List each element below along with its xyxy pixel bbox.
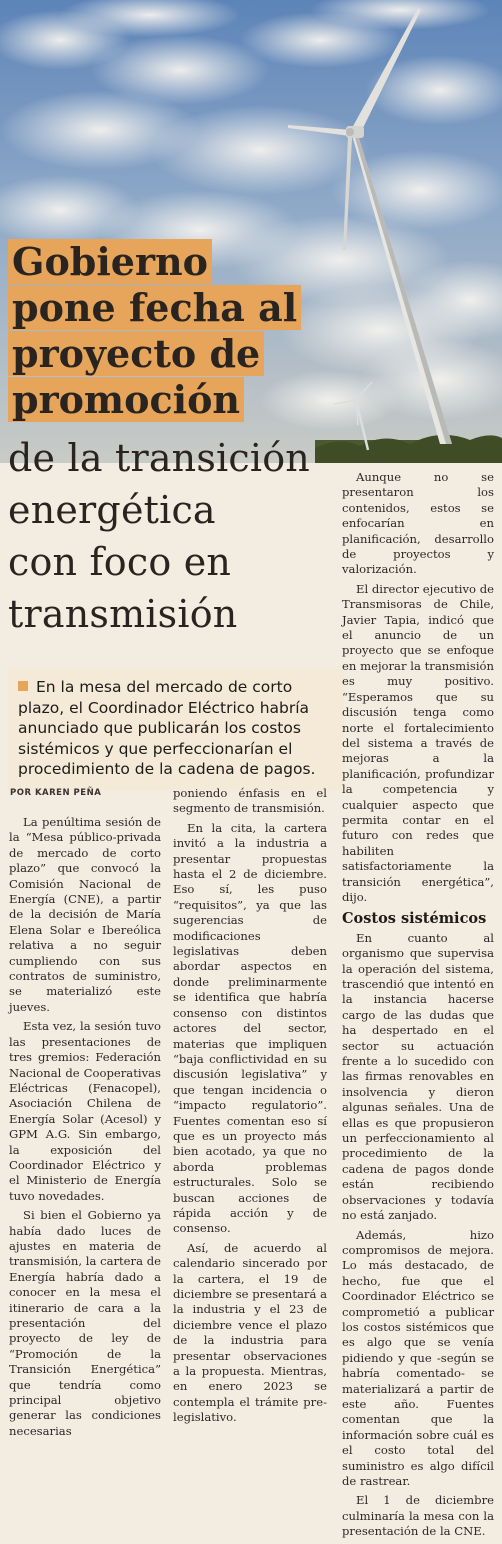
paragraph: En la cita, la cartera invitó a la industria a presentar propuestas hasta el 2 de diciembre. Eso sí, les puso “requisitos”, ya que las sugerencias de modificaciones legislativas deben abordar aspectos en donde preliminarmente se identifica que habría consenso con distintos actores del sector, materias que impliquen “baja conflictividad en su discusión legislativa” y que tengan incidencia o “impacto regulatorio”. Fuentes comentan eso sí que es un proyecto más bien acotado, ya que no aborda problemas estructurales. Solo se buscan acciones de rápida acción y de consenso. (173, 820, 327, 1236)
headline-line-8: transmisión (8, 592, 238, 636)
paragraph: Así, de acuerdo al calendario sincerado por la cartera, el 19 de diciembre se presentará a la industria y el 23 de diciembre vence el plazo de la industria para presentar observaciones a la propuesta. Mientras, en enero 2023 se contempla el trámite pre-legislativo. (173, 1240, 327, 1425)
headline-subtitle (8, 432, 338, 640)
headline-line-6: energética (8, 488, 216, 532)
subheading: Costos sistémicos (342, 910, 487, 928)
paragraph: Además, hizo compromisos de mejora. Lo más destacado, de hecho, fue que el Coordinador Eléctrico se comprometió a publicar los costos sistémicos que es algo que se venía pidiendo y que -según se habría comentado- se materializará a partir de este año. Fuentes comentan que la información sobre cuál es el costo total del suministro es algo difícil de rastrear. (342, 1227, 494, 1488)
lead-paragraph (8, 669, 344, 790)
lead-text: En la mesa del mercado de corto plazo, el Coordinador Eléctrico habría anunciado que publicarán los costos sistémicos y que perfeccionarían el procedimiento de la cadena de pagos. (18, 678, 316, 778)
paragraph: En cuanto al organismo que supervisa la operación del sistema, trascendió que intentó en la instancia hacerse cargo de las dudas que ha despertado en el sector su actuación frente a lo sucedido con las firmas renovables en insolvencia y dieron algunas señales. Una de ellas es que propusieron un perfeccionamiento al procedimiento de la cadena de pagos donde están recibiendo observaciones y todavía no está zanjado. (342, 930, 494, 1223)
paragraph: La penúltima sesión de la “Mesa público-privada de mercado de corto plazo” que convocó la Comisión Nacional de Energía (CNE), a partir de la decisión de María Elena Solar e Ibereólica relativa a no seguir cumpliendo con sus contratos de suministro, se materializó este jueves. (9, 815, 161, 1014)
paragraph: El 1 de diciembre culminaría la mesa con la presentación de la CNE. (342, 1493, 494, 1539)
headline-line-2: pone fecha al (8, 286, 301, 330)
headline-line-5: de la transición (8, 436, 310, 480)
headline-line-1: Gobierno (8, 240, 212, 284)
column-2 (173, 786, 327, 1430)
column-1 (9, 815, 161, 1443)
headline-line-3: proyecto de (8, 332, 264, 376)
headline-line-7: con foco en (8, 540, 232, 584)
byline: POR KAREN PEÑA (10, 788, 102, 798)
paragraph: El director ejecutivo de Transmisoras de Chile, Javier Tapia, indicó que el anuncio de un proyecto que se enfoque en mejorar la transmisión es muy positivo. “Esperamos que su discusión tenga como norte el fortalecimiento del sistema a través de mejoras a la planificación, profundizar la competencia y cualquier aspecto que permita contar en el futuro con redes que habiliten satisfactoriamente la transición energética”, dijo. (342, 581, 494, 904)
paragraph: poniendo énfasis en el segmento de transmisión. (173, 786, 327, 816)
column-3 (342, 470, 494, 1544)
accent-square-icon (18, 681, 28, 691)
paragraph: Aunque no se presentaron los contenidos, estos se enfocarían en planificación, desarrollo de proyectos y valorización. (342, 470, 494, 577)
paragraph: Si bien el Gobierno ya había dado luces de ajustes en materia de transmisión, la cartera de Energía habría dado a conocer en la mesa el itinerario de cara a la presentación del proyecto de ley de “Promoción de la Transición Energética” que tendría como principal objetivo generar las condiciones necesarias (9, 1208, 161, 1438)
headline-line-4: promoción (8, 378, 244, 422)
paragraph: Esta vez, la sesión tuvo las presentaciones de tres gremios: Federación Nacional de Cooperativas Eléctricas (Fenacopel), Asociación Chilena de Energía Solar (Acesol) y GPM A.G. Sin embargo, la exposición del Coordinador Eléctrico y el Ministerio de Energía tuvo novedades. (9, 1019, 161, 1203)
